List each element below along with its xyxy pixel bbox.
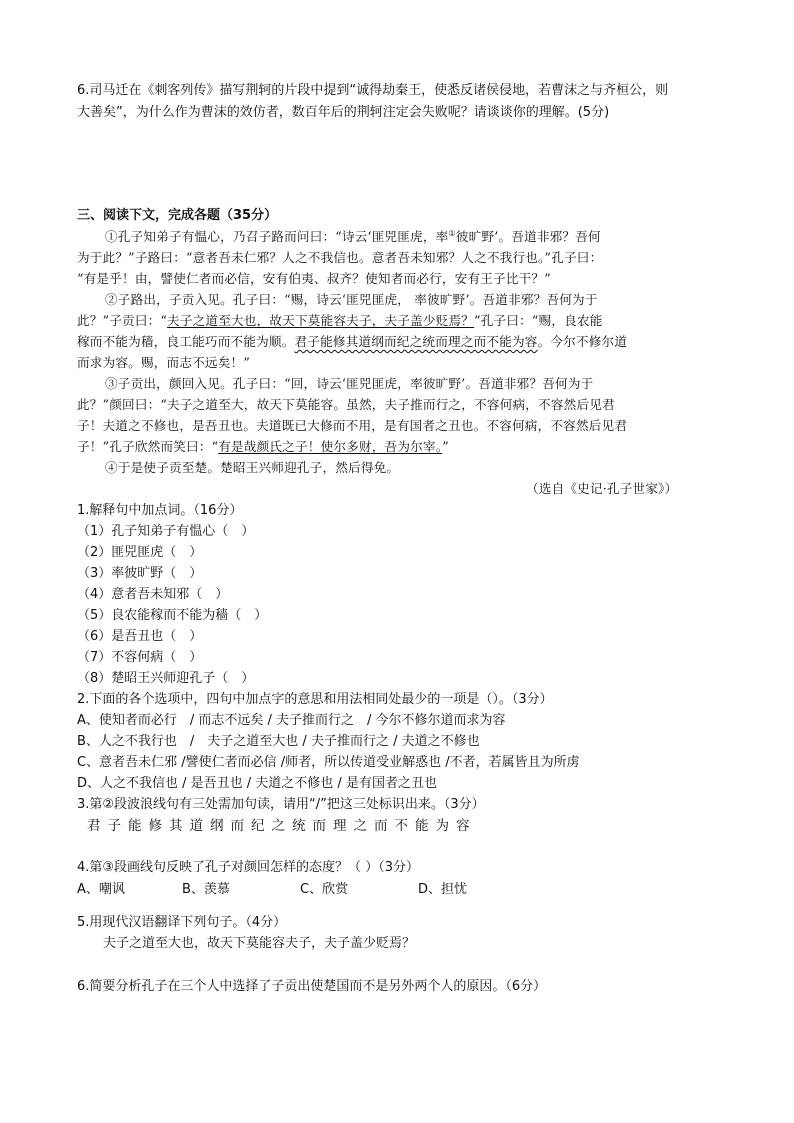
q1-item: （2）匪兕匪虎（ ） — [77, 545, 203, 560]
q3-sentence: 君子能修其道纲而纪之统而理之而不能为容 — [87, 818, 477, 834]
q4-option-a: A、嘲讽 — [77, 882, 125, 897]
q1-title: 1.解释句中加点词。（16分） — [77, 503, 243, 518]
q4-title: 4.第③段画线句反映了孔子对颜回怎样的态度？（ ）（3分） — [77, 860, 419, 875]
passage-p3-line4: 子！”孔子欣然而笑曰：“有是哉颜氏之子！使尔多财，吾为尔宰。” — [77, 439, 449, 454]
q2-title: 2.下面的各个选项中，四句中加点字的意思和用法相同处最少的一项是（）。（3分） — [77, 692, 553, 707]
q4-option-d: D、担忧 — [418, 882, 468, 897]
q1-item: （8）楚昭王兴师迎孔子（ ） — [77, 671, 255, 686]
q1-item: （1）孔子知弟子有愠心（ ） — [77, 524, 255, 539]
passage-p2-line2: 此？”子贡曰：“夫子之道至大也，故天下莫能容夫子，夫子盖少贬焉？”孔子曰：“赐，良农能 — [77, 313, 603, 328]
q1-item: （5）良农能稼而不能为穑（ ） — [77, 608, 268, 623]
passage-p3-line2: 此？”颜回曰：“夫子之道至大，故天下莫能容。虽然，夫子推而行之，不容何病，不容然后见君 — [77, 397, 615, 412]
q1-item: （3）率彼旷野（ ） — [77, 566, 203, 581]
passage-p3-line1: ③子贡出，颜回入见。孔子曰：“回，诗云‘匪兕匪虎，率彼旷野’。吾道非邪？吾何为于 — [105, 376, 594, 391]
passage-source: （选自《史记·孔子世家》） — [526, 481, 678, 496]
q4-option-b: B、羡慕 — [182, 882, 230, 897]
q2-option-c: C、意者吾未仁邪 /譬使仁者而必信 /师者，所以传道受业解惑也 /不者，若属皆且为所虏 — [77, 755, 580, 770]
underlined-sentence: 有是哉颜氏之子！使尔多财，吾为尔宰。 — [218, 439, 443, 454]
footnote-marker: ① — [448, 228, 456, 238]
q2-option-a: A、使知者而必行 / 而志不远矣 / 夫子推而行之 / 今尔不修尔道而求为容 — [77, 713, 506, 728]
q3-title: 3.第②段波浪线句有三处需加句读，请用“/”把这三处标识出来。（3分） — [77, 797, 485, 812]
q1-item: （6）是吾丑也（ ） — [77, 629, 203, 644]
q6-top-line2: 大善矣”，为什么作为曹沫的效仿者，数百年后的荆轲注定会失败呢？请谈谈你的理解。(5分) — [77, 105, 610, 120]
passage-p4-line1: ④于是使子贡至楚。楚昭王兴师迎孔子，然后得免。 — [105, 460, 400, 475]
passage-p1-line2: 为于此？”子路曰：“意者吾未仁邪？人之不我信也。意者吾未知邪？人之不我行也。”孔子曰： — [77, 250, 603, 265]
q4-option-c: C、欣赏 — [300, 882, 349, 897]
passage-p2-line1: ②子路出，子贡入见。孔子曰：“赐，诗云‘匪兕匪虎， 率彼旷野’。吾道非邪？吾何为于 — [105, 292, 598, 307]
passage-p2-line4: 而求为容。赐，而志不远矣！” — [77, 355, 250, 370]
q2-option-b: B、人之不我行也 / 夫子之道至大也 / 夫子推而行之 / 夫道之不修也 — [77, 734, 480, 749]
q1-item: （7）不容何病（ ） — [77, 650, 203, 665]
passage-p1-line3: “有是乎！由，譬使仁者而必信，安有伯夷、叔齐？使知者而必行，安有王子比干？” — [77, 271, 551, 286]
underlined-sentence: 夫子之道至大也，故天下莫能容夫子，夫子盖少贬焉？ — [167, 313, 475, 328]
q5-title: 5.用现代汉语翻译下列句子。（4分） — [77, 915, 287, 930]
q2-option-d: D、人之不我信也 / 是吾丑也 / 夫道之不修也 / 是有国者之丑也 — [77, 776, 437, 791]
passage-p1-line1: ①孔子知弟子有愠心，乃召子路而问曰：“诗云‘匪兕匪虎，率①彼旷野’。吾道非邪？吾何 — [105, 228, 601, 244]
wavy-underlined-sentence: 君子能修其道纲而纪之统而理之而不能为容 — [294, 334, 538, 349]
passage-p3-line3: 子！夫道之不修也，是吾丑也。夫道既已大修而不用，是有国者之丑也。不容何病，不容然后见君 — [77, 418, 628, 433]
q6-title: 6.简要分析孔子在三个人中选择了子贡出使楚国而不是另外两个人的原因。（6分） — [77, 979, 547, 994]
q1-item: （4）意者吾未知邪（ ） — [77, 587, 229, 602]
section-heading: 三、阅读下文，完成各题（35分） — [77, 208, 278, 223]
q5-sentence: 夫子之道至大也，故天下莫能容夫子，夫子盖少贬焉？ — [103, 936, 416, 951]
q6-top-line1: 6.司马迁在《刺客列传》描写荆轲的片段中提到“诚得劫秦王，使悉反诸侯侵地，若曹沫之与齐桓公，则 — [77, 83, 669, 98]
passage-p2-line3: 稼而不能为穑，良工能巧而不能为顺。君子能修其道纲而纪之统而理之而不能为容。今尔不修尔道 — [77, 334, 628, 349]
